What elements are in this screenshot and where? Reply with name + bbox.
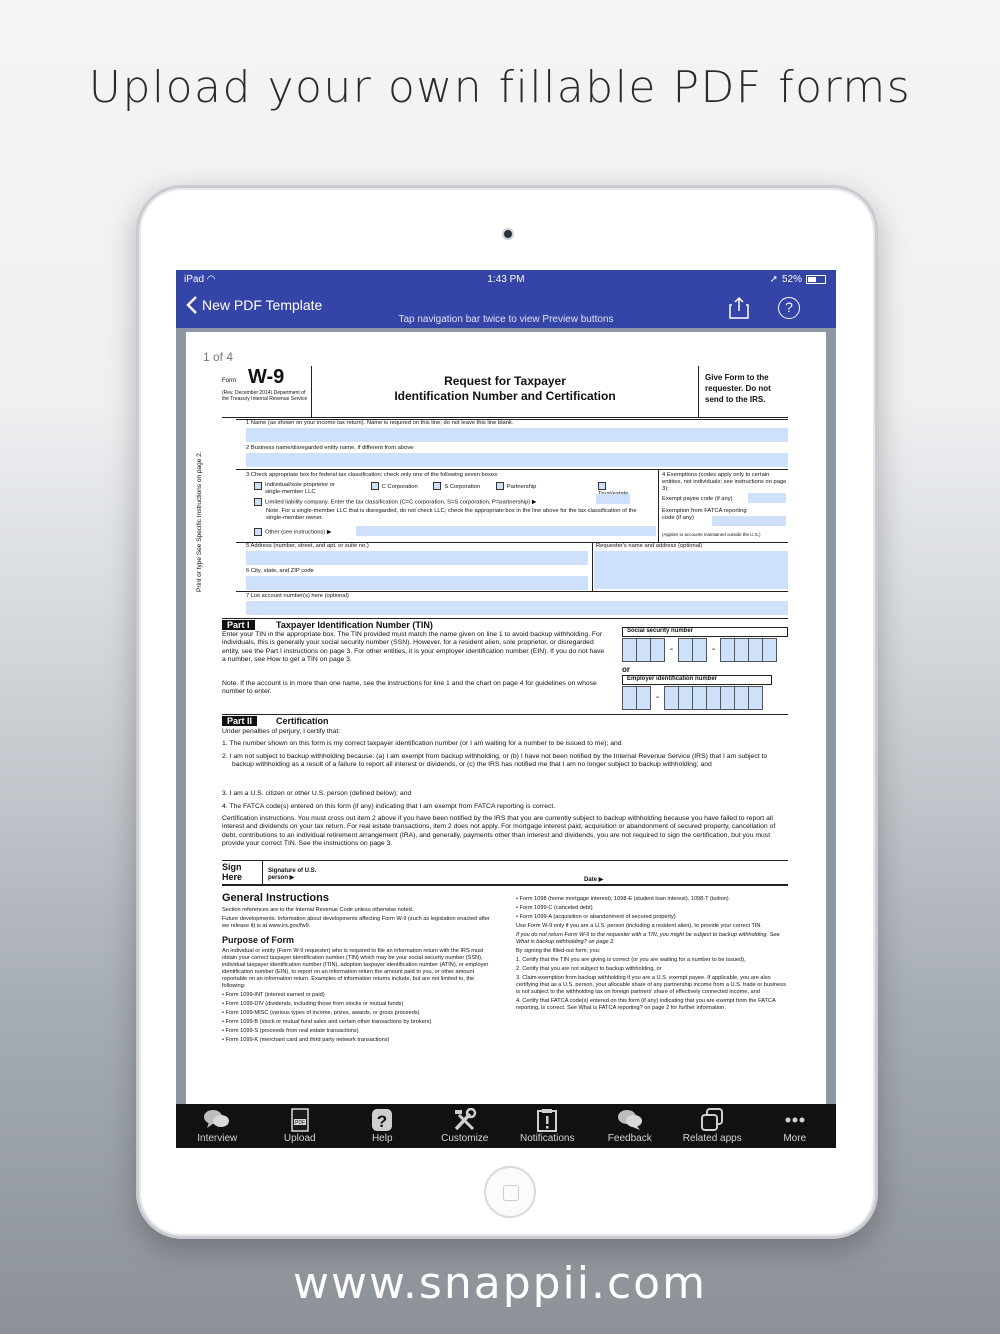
fatca-code-field[interactable] xyxy=(712,516,786,526)
navigation-bar[interactable] xyxy=(176,290,836,328)
instructions-right-column xyxy=(516,896,788,1014)
pdf-viewer[interactable] xyxy=(176,328,836,1104)
ssn-field[interactable]: - - xyxy=(622,638,776,662)
nav-hint: Tap navigation bar twice to view Preview buttons xyxy=(398,314,614,325)
list-item: 4. Certify that FATCA code(s) entered on this form (if any) indicating that you are exempt from the FATCA reporting, is correct. See What is FATCA reporting? on page 2 for further information. xyxy=(516,998,776,1011)
tab-label: Feedback xyxy=(607,1133,652,1144)
battery-percent: 52% xyxy=(781,274,802,285)
tab-interview[interactable] xyxy=(176,1104,259,1148)
tab-feedback[interactable] xyxy=(589,1104,672,1148)
chevron-left-icon xyxy=(186,296,198,314)
cert-item-3: 3. I am a U.S. citizen or other U.S. person (defined below); and xyxy=(222,790,412,797)
checkbox-s-corp[interactable]: S Corporation xyxy=(433,484,480,490)
app-screen xyxy=(176,270,836,1148)
cert-instructions: Certification instructions. You must cross out item 2 above if you have been notified by the IRS that you are currently subject to backup withholding because you have failed to report all interest and dividends on your tax return. For real estate transactions, item 2 does not apply. For mortgage interest paid, acquisition or abandonment of secured property, cancellation of debt, contributions to an individual retirement arrangement (IRA), and generally, payments other than interest and dividends, you are not required to sign the certification, but you must provide your correct TIN. See the instructions on page 3. xyxy=(222,815,776,847)
form-header xyxy=(222,366,788,418)
instructions-left-column xyxy=(222,892,494,1046)
list-item: Use Form W-9 only if you are a U.S. person (including a resident alien), to provide your correct TIN. xyxy=(516,923,763,929)
ssn-label: Social security number xyxy=(622,627,788,637)
tab-label: Customize xyxy=(441,1133,489,1144)
list-item: • Form 1099-K (merchant card and third party network transactions) xyxy=(222,1037,390,1043)
llc-note: Note. For a single-member LLC that is disregarded, do not check LLC; check the appropriate box in the line above for the tax classification of the single-member owner. xyxy=(266,508,637,521)
form-title-line1: Request for Taxpayer xyxy=(444,374,566,388)
form-title xyxy=(314,374,696,404)
city-state-zip-field[interactable] xyxy=(246,576,588,590)
name-field[interactable] xyxy=(246,428,788,442)
related-apps-icon xyxy=(698,1108,726,1132)
fatca-code-label: Exemption from FATCA reporting code (if any) xyxy=(662,508,747,521)
line7-label: 7 List account number(s) here (optional) xyxy=(246,593,349,599)
help-circle-icon[interactable]: ? xyxy=(778,297,800,319)
list-item: • Form 1099-DIV (dividends, including those from stocks or mutual funds) xyxy=(222,1001,404,1007)
form-label: Form xyxy=(222,378,236,384)
requester-label: Requester's name and address (optional) xyxy=(596,543,703,549)
help-icon xyxy=(368,1108,396,1132)
part2-label: Part II xyxy=(222,716,257,726)
tab-label: Upload xyxy=(283,1133,316,1144)
exemptions-label: 4 Exemptions (codes apply only to certain entities, not individuals; see instructions on page 3): xyxy=(662,472,787,492)
line5-label: 5 Address (number, street, and apt. or suite no.) xyxy=(246,543,369,549)
list-item: • Form 1099-B (stock or mutual fund sales and certain other transactions by brokers) xyxy=(222,1019,432,1025)
exempt-payee-label: Exempt payee code (if any) xyxy=(662,496,733,502)
line1-label: 1 Name (as shown on your income tax return). Name is required on this line; do not leave this line blank. xyxy=(246,420,514,426)
svg-text:PDF: PDF xyxy=(294,1120,305,1126)
home-button[interactable] xyxy=(484,1166,536,1218)
part2-title: Certification xyxy=(276,716,329,726)
tab-label: Interview xyxy=(197,1133,238,1144)
ein-label: Employer identification number xyxy=(622,675,772,685)
checkbox-c-corp[interactable]: C Corporation xyxy=(371,484,418,490)
website-url: www.snappii.com xyxy=(293,1258,707,1309)
date-label: Date ▶ xyxy=(584,877,604,883)
signature-field[interactable] xyxy=(326,862,576,882)
list-item: • Form 1099-S (proceeds from real estate transactions) xyxy=(222,1028,359,1034)
svg-text:?: ? xyxy=(377,1112,388,1131)
address-field[interactable] xyxy=(246,551,588,565)
tab-label: Related apps xyxy=(682,1133,742,1144)
future-developments: Future developments. Information about developments affecting Form W-9 (such as legislation enacted after we release it) is at www.irs.gov/fw9. xyxy=(222,916,490,929)
share-icon[interactable] xyxy=(728,296,750,320)
checkbox-other[interactable]: Other (see instructions) ▶ xyxy=(254,528,331,537)
cert-item-1: 1. The number shown on this form is my correct taxpayer identification number (or I am waiting for a number to be issued to me); and xyxy=(222,740,622,747)
list-item: • Form 1098 (home mortgage interest), 1098-E (student loan interest), 1098-T (tuition) xyxy=(516,896,729,902)
checkbox-partnership[interactable]: Partnership xyxy=(496,484,537,490)
purpose-text: An individual or entity (Form W-9 requester) who is required to file an information return with the IRS must obtain your correct taxpayer identification number (TIN) which may be your social security number (SSN), individual taxpayer identification number (ITIN), adoption taxpayer identification number (ATIN), or employer identification number (EIN), to report on an information return the amount paid to you, or other amount reportable on an information return. Examples of information returns include, but are not limited to, the following: xyxy=(222,948,489,989)
pdf-page[interactable] xyxy=(186,332,826,1132)
tab-label: Notifications xyxy=(520,1133,575,1144)
back-button-label: New PDF Template xyxy=(202,297,323,313)
list-item: • Form 1099-A (acquisition or abandonment of secured property) xyxy=(516,914,676,920)
line3-label: 3 Check appropriate box for federal tax classification; check only one of the following seven boxes: xyxy=(246,472,499,478)
back-button[interactable] xyxy=(186,296,322,314)
cert-item-2: 2. I am not subject to backup withholding because: (a) I am exempt from backup withholding, or (b) I have not been notified by the Internal Revenue Service (IRS) that I am subject to backup withholding as a result of a failure to report all interest or dividends, or (c) the IRS has notified me that I am no longer subject to backup withholding; and xyxy=(222,753,768,769)
general-instructions-title: General Instructions xyxy=(222,892,329,904)
side-instructions: Print or type See Specific Instructions on page 2. xyxy=(196,451,203,592)
ein-field[interactable]: - xyxy=(622,686,762,710)
part1-label: Part I xyxy=(222,620,255,630)
form-revision: (Rev. December 2014) Department of the Treasury Internal Revenue Service xyxy=(222,390,308,402)
camera-icon xyxy=(502,228,514,240)
battery-icon xyxy=(806,275,826,284)
list-item: 2. Certify that you are not subject to backup withholding, or xyxy=(516,966,662,972)
list-item: 1. Certify that the TIN you are giving is correct (or you are waiting for a number to be issued), xyxy=(516,957,746,963)
checkbox-individual[interactable]: Individual/sole proprietor or single-member LLC xyxy=(254,484,353,490)
line6-label: 6 City, state, and ZIP code xyxy=(246,568,314,574)
feedback-icon xyxy=(616,1108,644,1132)
device-label: iPad ◠ xyxy=(184,274,216,285)
status-time: 1:43 PM xyxy=(487,274,525,285)
or-label: or xyxy=(622,665,630,674)
tab-label: Help xyxy=(371,1133,393,1144)
status-bar xyxy=(176,270,836,290)
tab-more[interactable] xyxy=(754,1104,837,1148)
tools-icon xyxy=(451,1108,479,1132)
fatca-note: (Applies to accounts maintained outside the U.S.) xyxy=(662,532,761,537)
more-icon xyxy=(781,1108,809,1132)
tab-customize[interactable] xyxy=(424,1104,507,1148)
other-field[interactable] xyxy=(356,526,656,536)
list-item: • Form 1099-INT (interest earned or paid) xyxy=(222,992,325,998)
tab-bar xyxy=(176,1104,836,1148)
interview-icon xyxy=(203,1108,231,1132)
checkbox-llc[interactable]: Limited liability company. Enter the tax classification (C=C corporation, S=S corporation, P=partnership) ▶ xyxy=(254,498,654,507)
part2-header xyxy=(222,714,788,726)
part1-title: Taxpayer Identification Number (TIN) xyxy=(276,620,433,630)
location-icon: ➚ xyxy=(769,274,778,285)
promo-headline: Upload your own fillable PDF forms xyxy=(88,62,912,113)
perjury-text: Under penalties of perjury, I certify that: xyxy=(222,728,341,735)
list-item: By signing the filled-out form, you: xyxy=(516,948,601,954)
part1-text: Enter your TIN in the appropriate box. The TIN provided must match the name given on line 1 to avoid backup withholding. For individuals, this is generally your social security number (SSN). However, for a resident alien, sole proprietor, or disregarded entity, see the Part I instructions on page 3. For other entities, it is your employer identification number (EIN). If you do not have a number, see How to get a TIN on page 3. xyxy=(222,631,605,663)
sign-here-label: Sign Here xyxy=(222,862,243,882)
signature-label: Signature of U.S. person ▶ xyxy=(268,868,317,881)
tab-notifications[interactable] xyxy=(506,1104,589,1148)
list-item: If you do not return Form W-9 to the requester with a TIN, you might be subject to backup withholding. See What is backup withholding? on page 2. xyxy=(516,932,780,945)
requester-field[interactable] xyxy=(594,551,788,589)
list-item: 3. Claim exemption from backup withholding if you are a U.S. exempt payee. If applicable, you are also certifying that as a U.S. person, your allocable share of any partnership income from a U.S. trade or business is not subject to the withholding tax on foreign partners' share of effectively connected income, and xyxy=(516,975,786,995)
tab-label: More xyxy=(783,1133,807,1144)
give-form-note: Give Form to the requester. Do not send to the IRS. xyxy=(698,366,788,418)
general-instructions-text: Section references are to the Internal Revenue Code unless otherwise noted. xyxy=(222,907,414,913)
purpose-title: Purpose of Form xyxy=(222,935,295,945)
line2-label: 2 Business name/disregarded entity name, if different from above xyxy=(246,445,414,451)
exempt-payee-field[interactable] xyxy=(748,493,786,503)
part1-note: Note. If the account is in more than one name, see the instructions for line 1 and the chart on page 4 for guidelines on whose number to enter. xyxy=(222,680,597,696)
form-title-line2: Identification Number and Certification xyxy=(394,389,616,403)
cert-item-4: 4. The FATCA code(s) entered on this form (if any) indicating that I am exempt from FATCA reporting is correct. xyxy=(222,803,556,810)
tab-upload[interactable] xyxy=(259,1104,342,1148)
pdf-upload-icon xyxy=(286,1108,314,1132)
account-numbers-field[interactable] xyxy=(246,601,788,615)
form-number-block xyxy=(222,366,312,418)
notifications-icon xyxy=(533,1108,561,1132)
list-item: • Form 1099-C (canceled debt) xyxy=(516,905,593,911)
business-name-field[interactable] xyxy=(246,453,788,467)
llc-classification-field[interactable] xyxy=(596,494,630,504)
form-name: W-9 xyxy=(248,366,285,388)
list-item: • Form 1099-MISC (various types of income, prizes, awards, or gross proceeds) xyxy=(222,1010,420,1016)
tab-help[interactable] xyxy=(341,1104,424,1148)
page-indicator: 1 of 4 xyxy=(203,350,234,364)
tab-related-apps[interactable] xyxy=(671,1104,754,1148)
wifi-icon: ◠ xyxy=(206,274,216,285)
